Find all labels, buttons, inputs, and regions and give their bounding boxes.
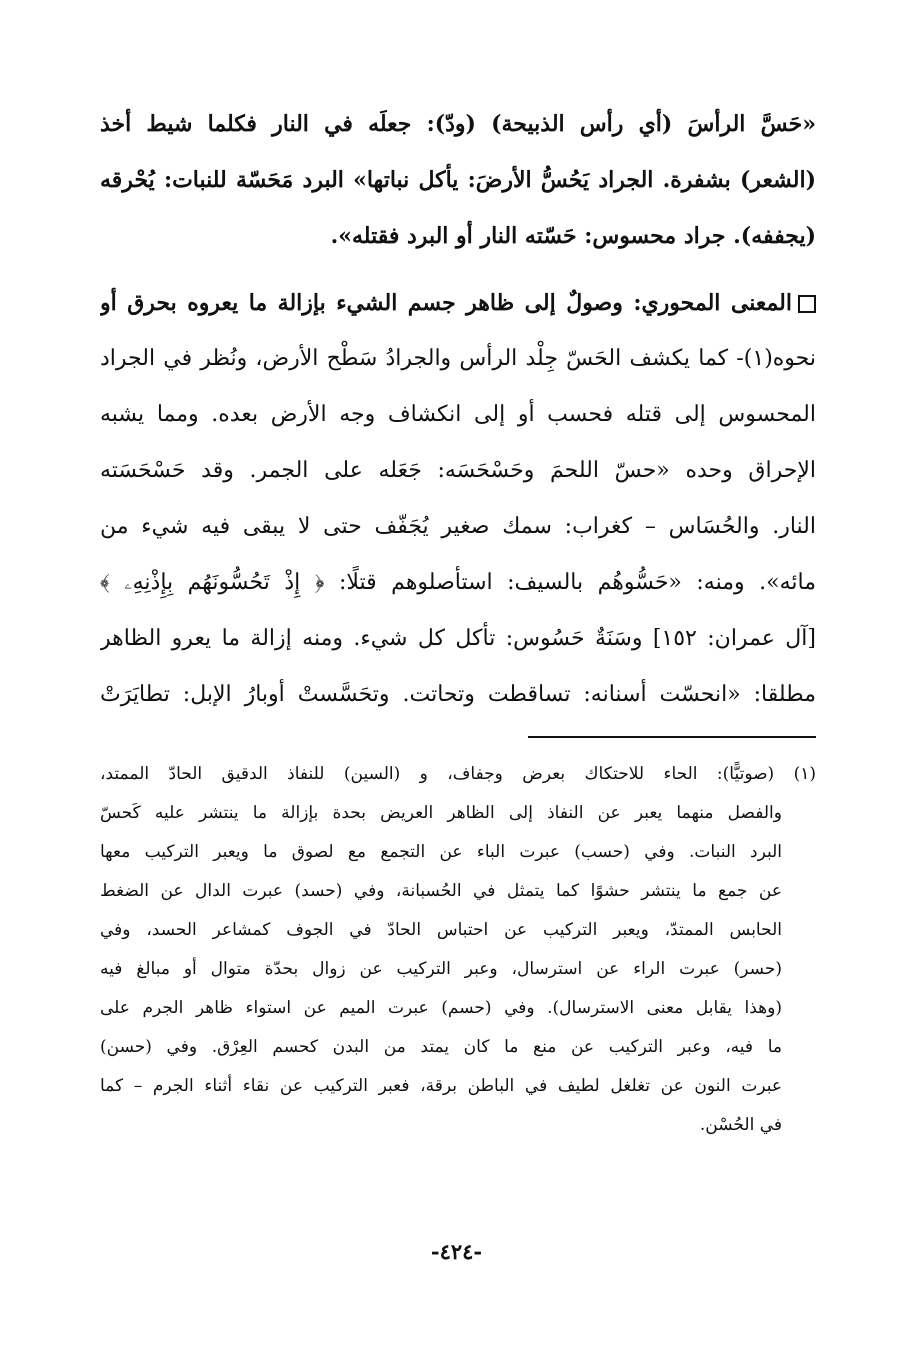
section-heading-text: المعنى المحوري: وصولٌ إلى ظاهر جسم الشيء بإزالة ما يعروه بحرق أو	[100, 290, 792, 316]
text-line: مائه». ومنه: «حَسُّوهُم بالسيف: استأصلوهم قتلًا: ﴿ إِذْ تَحُسُّونَهُم بِإِذْنِهِۦ ﴾	[100, 570, 816, 595]
footnote-line: عن جمع ما ينتشر حشوًا كما يتمثل في الحُسبانة، وفي (حسد) عبرت الدال عن الضغط	[100, 881, 782, 901]
footnote-line: ما فيه، وعبر التركيب عن منع ما كان يمتد من البدن كحسم العِرْق. وفي (حسن)	[100, 1037, 782, 1057]
text-line: نحوه(١)- كما يكشف الحَسّ جِلْد الرأس والجرادُ سَطْح الأرض، ونُظر في الجراد	[100, 346, 816, 371]
footnote-line: البرد النبات. وفي (حسب) عبرت الباء عن التجمع مع لصوق ما ويعبر التركيب معها	[100, 842, 782, 862]
text-line: مطلقا: «انحسّت أسنانه: تساقطت وتحاتت. وتحَسَّستْ أوبارُ الإبل: تطايَرَتْ	[100, 682, 816, 707]
text-line: (يجففه). جراد محسوس: حَسّته النار أو البرد فقتله».	[330, 223, 816, 249]
footnote-line: الحابس الممتدّ، ويعبر التركيب عن احتباس الحادّ في الجوف كمشاعر الحسد، وفي	[100, 920, 782, 940]
square-outline-icon	[798, 295, 816, 313]
page-number: -٤٢٤-	[430, 1239, 483, 1264]
footnote-line: والفصل منهما يعبر عن النفاذ إلى الظاهر العريض بحدة بإزالة ما ينتشر عليه كَحسّ	[100, 803, 782, 823]
footnote-line: (وهذا يقابل معنى الاسترسال). وفي (حسم) عبرت الميم عن استواء ظاهر الجرم على	[100, 998, 782, 1018]
footnote-block	[100, 755, 816, 1145]
footnote-line: (١) (صوتيًّا): الحاء للاحتكاك بعرض وجفاف، و (السين) للنفاذ الدقيق الحادّ الممتد،	[100, 764, 816, 784]
footnote-line: عبرت النون عن تغلغل لطيف في الباطن برقة، فعبر التركيب عن نقاء أثناء الجرم – كما	[100, 1076, 782, 1096]
text-line: الإحراق وحده «حسّ اللحمَ وحَسْحَسَه: جَعَله على الجمر. وقد حَسْحَسَته	[100, 458, 816, 483]
text-line: [آل عمران: ١٥٢] وسَنَةٌ حَسُوس: تأكل كل شيء. ومنه إزالة ما يعرو الظاهر	[100, 626, 816, 651]
text-line: «حَسَّ الرأسَ (أي رأس الذبيحة) (ودّ): جعلَه في النار فكلما شيط أخذ	[100, 111, 816, 137]
footnote-line: (حسر) عبرت الراء عن استرسال، وعبر التركيب عن زوال بحدّة متوال أو مبالغ فيه	[100, 959, 782, 979]
main-text-block	[100, 96, 816, 723]
text-line: (الشعر) بشفرة. الجراد يَحُسُّ الأرضَ: يأكل نباتها» البرد مَحَسّة للنبات: يُحْرقه	[100, 167, 816, 193]
text-line: النار. والحُسَاس – كغراب: سمك صغير يُجَفّف حتى لا يبقى فيه شيء من	[100, 514, 816, 539]
footnote-divider	[528, 736, 816, 738]
text-line-with-marker	[100, 275, 816, 331]
footnote-line: في الحُسْن.	[699, 1115, 782, 1135]
text-line: المحسوس إلى قتله فحسب أو إلى انكشاف وجه الأرض بعده. ومما يشبه	[100, 402, 816, 427]
